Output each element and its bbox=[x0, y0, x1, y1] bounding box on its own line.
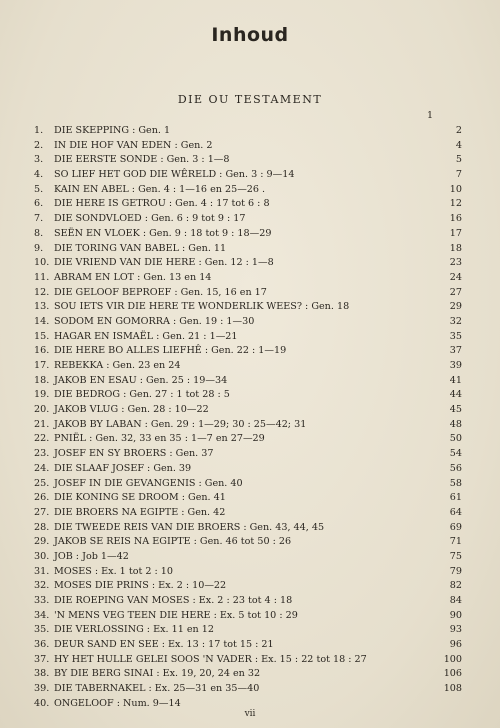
entry-number: 31. bbox=[34, 565, 50, 577]
entry-page-number: 93 bbox=[449, 624, 462, 636]
entry-title: DIE EERSTE SONDE : Gen. 3 : 1—8 bbox=[54, 154, 230, 166]
entry-title: JAKOB EN ESAU : Gen. 25 : 19—34 bbox=[54, 374, 228, 386]
entry-number: 5. bbox=[34, 183, 44, 195]
entry-title: DIE TWEEDE REIS VAN DIE BROERS : Gen. 43, 44, 45 bbox=[54, 521, 325, 533]
entry-title: DEUR SAND EN SEE : Ex. 13 : 17 tot 15 : 21 bbox=[54, 639, 274, 651]
entry-number: 34. bbox=[34, 609, 50, 621]
entry-page-number: 58 bbox=[449, 477, 462, 489]
entry-title: DIE ROEPING VAN MOSES : Ex. 2 : 23 tot 4 : 18 bbox=[54, 595, 293, 606]
entry-number: 30. bbox=[34, 550, 50, 562]
entry-number: 21. bbox=[34, 418, 50, 430]
entry-number: 17. bbox=[34, 360, 50, 371]
entry-title: HAGAR EN ISMAËL : Gen. 21 : 1—21 bbox=[54, 330, 238, 342]
entry-page-number: 71 bbox=[449, 536, 462, 548]
entry-page-number: 16 bbox=[449, 213, 462, 225]
entry-title: ABRAM EN LOT : Gen. 13 en 14 bbox=[54, 271, 212, 283]
toc-entry bbox=[34, 623, 462, 638]
entry-number: 18. bbox=[34, 374, 50, 386]
entry-number: 3. bbox=[34, 154, 44, 166]
entry-title: DIE TABERNAKEL : Ex. 25—31 en 35—40 bbox=[54, 683, 260, 695]
entry-title: JAKOB SE REIS NA EGIPTE : Gen. 46 tot 50 : 26 bbox=[54, 536, 292, 548]
entry-page-number: 48 bbox=[449, 418, 462, 430]
entry-title: PNIËL : Gen. 32, 33 en 35 : 1—7 en 27—29 bbox=[54, 433, 265, 445]
entry-page-number: 29 bbox=[449, 301, 462, 313]
entry-title: SEËN EN VLOEK : Gen. 9 : 18 tot 9 : 18—29 bbox=[54, 227, 272, 239]
entry-page-number: 54 bbox=[449, 448, 462, 460]
entry-page-number: 41 bbox=[449, 374, 462, 386]
entry-title: REBEKKA : Gen. 23 en 24 bbox=[54, 360, 181, 371]
entry-title: DIE SONDVLOED : Gen. 6 : 9 tot 9 : 17 bbox=[54, 213, 246, 225]
entry-number: 4. bbox=[34, 169, 44, 181]
entry-title: DIE TORING VAN BABEL : Gen. 11 bbox=[54, 242, 227, 254]
entry-title: JAKOB BY LABAN : Gen. 29 : 1—29; 30 : 25—42; 31 bbox=[54, 418, 307, 430]
entry-page-number: 50 bbox=[449, 433, 462, 445]
entry-number: 23. bbox=[34, 448, 50, 460]
entry-title: DIE BROERS NA EGIPTE : Gen. 42 bbox=[54, 506, 226, 518]
entry-page-number: 106 bbox=[443, 668, 462, 680]
entry-title: DIE KONING SE DROOM : Gen. 41 bbox=[54, 492, 226, 504]
entry-number: 27. bbox=[34, 506, 50, 518]
entry-number: 9. bbox=[34, 242, 44, 254]
entry-page-number: 90 bbox=[449, 609, 462, 621]
entry-title: JOSEF EN SY BROERS : Gen. 37 bbox=[54, 448, 214, 460]
entry-page-number: 69 bbox=[449, 521, 462, 533]
toc-entry bbox=[34, 535, 462, 550]
entry-page-number: 24 bbox=[449, 271, 462, 283]
entry-title: JOB : Job 1—42 bbox=[54, 550, 129, 562]
entry-title: KAIN EN ABEL : Gen. 4 : 1—16 en 25—26 . bbox=[54, 183, 266, 195]
entry-page-number: 56 bbox=[449, 462, 462, 474]
entry-number: 20. bbox=[34, 404, 50, 416]
entry-title: DIE SLAAF JOSEF : Gen. 39 bbox=[54, 462, 192, 474]
entry-page-number: 2 bbox=[455, 125, 462, 136]
entry-page-number: 35 bbox=[449, 330, 462, 342]
entry-title: DIE GELOOF BEPROEF : Gen. 15, 16 en 17 bbox=[54, 286, 267, 298]
toc-entry bbox=[34, 388, 462, 403]
page-title: Inhoud bbox=[211, 24, 289, 46]
toc-entry bbox=[34, 609, 462, 624]
toc-entry bbox=[34, 550, 462, 565]
toc-entry bbox=[34, 374, 462, 389]
entry-page-number: 75 bbox=[449, 550, 462, 562]
entry-number: 22. bbox=[34, 433, 50, 445]
toc-entry bbox=[34, 300, 462, 315]
toc-entry bbox=[34, 212, 462, 227]
entry-number: 16. bbox=[34, 345, 50, 357]
toc-entry bbox=[34, 682, 462, 697]
entry-page-number: 108 bbox=[443, 683, 462, 695]
entry-page-number: 100 bbox=[443, 653, 462, 665]
toc-entry bbox=[34, 153, 462, 168]
entry-page-number: 5 bbox=[455, 154, 462, 166]
entry-page-number: 64 bbox=[449, 506, 462, 518]
entry-number: 8. bbox=[34, 227, 44, 239]
entry-number: 33. bbox=[34, 595, 50, 606]
entry-page-number: 96 bbox=[449, 639, 462, 651]
toc-entry bbox=[34, 594, 462, 609]
entry-title: MOSES : Ex. 1 tot 2 : 10 bbox=[54, 565, 174, 577]
page-footer-number: vii bbox=[244, 709, 256, 719]
entry-number: 2. bbox=[34, 139, 44, 151]
entry-number: 32. bbox=[34, 580, 50, 592]
entry-title: ONGELOOF : Num. 9—14 bbox=[54, 697, 181, 709]
toc-entry bbox=[34, 521, 462, 536]
entry-page-number: 84 bbox=[449, 595, 462, 606]
entry-page-number: 61 bbox=[449, 492, 462, 504]
entry-title: SO LIEF HET GOD DIE WÊRELD : Gen. 3 : 9—14 bbox=[54, 169, 295, 181]
entry-number: 29. bbox=[34, 536, 50, 548]
entry-number: 19. bbox=[34, 389, 50, 401]
toc-entry bbox=[34, 432, 462, 447]
entry-number: 10. bbox=[34, 257, 50, 269]
toc-entry bbox=[34, 315, 462, 330]
entry-title: DIE VERLOSSING : Ex. 11 en 12 bbox=[54, 624, 214, 636]
entry-page-number: 10 bbox=[449, 183, 462, 195]
toc-entry bbox=[34, 242, 462, 257]
entry-page-number: 17 bbox=[449, 227, 462, 239]
toc-entry bbox=[34, 667, 462, 682]
entry-title: SOU IETS VIR DIE HERE TE WONDERLIK WEES? : Gen. 18 bbox=[54, 301, 350, 313]
entry-number: 36. bbox=[34, 639, 50, 651]
section-title: DIE OU TESTAMENT bbox=[177, 93, 323, 106]
entry-title: 'N MENS VEG TEEN DIE HERE : Ex. 5 tot 10 : 29 bbox=[54, 609, 298, 621]
entry-title: JAKOB VLUG : Gen. 28 : 10—22 bbox=[54, 404, 209, 416]
entry-number: 15. bbox=[34, 330, 50, 342]
toc-entry bbox=[34, 491, 462, 506]
toc-entry bbox=[34, 197, 462, 212]
entry-page-number: 12 bbox=[449, 198, 462, 210]
entry-title: MOSES DIE PRINS : Ex. 2 : 10—22 bbox=[54, 580, 227, 592]
entry-number: 24. bbox=[34, 462, 50, 474]
entry-number: 40. bbox=[34, 697, 50, 709]
toc-entry bbox=[34, 139, 462, 154]
toc-entry bbox=[34, 256, 462, 271]
entry-number: 38. bbox=[34, 668, 50, 680]
entry-number: 1. bbox=[34, 125, 44, 136]
entry-title: DIE HERE IS GETROU : Gen. 4 : 17 tot 6 : 8 bbox=[54, 198, 270, 210]
toc-entry bbox=[34, 124, 462, 139]
toc-entry bbox=[34, 447, 462, 462]
entry-number: 39. bbox=[34, 683, 50, 695]
entry-number: 37. bbox=[34, 653, 50, 665]
table-of-contents bbox=[34, 124, 462, 712]
entry-number: 7. bbox=[34, 213, 44, 225]
toc-entry bbox=[34, 330, 462, 345]
entry-page-number: 27 bbox=[449, 286, 462, 298]
entry-page-number: 7 bbox=[455, 169, 462, 181]
entry-number: 13. bbox=[34, 301, 50, 313]
entry-number: 26. bbox=[34, 492, 50, 504]
entry-page-number: 39 bbox=[449, 360, 462, 371]
toc-entry bbox=[34, 565, 462, 580]
entry-page-number: 79 bbox=[449, 565, 462, 577]
entry-number: 35. bbox=[34, 624, 50, 636]
entry-title: HY HET HULLE GELEI SOOS 'N VADER : Ex. 15 : 22 tot 18 : 27 bbox=[54, 653, 367, 665]
toc-entry bbox=[34, 168, 462, 183]
entry-page-number: 32 bbox=[449, 315, 462, 327]
entry-number: 6. bbox=[34, 198, 44, 210]
entry-number: 14. bbox=[34, 315, 50, 327]
toc-entry bbox=[34, 359, 462, 374]
toc-entry bbox=[34, 462, 462, 477]
entry-page-number: 44 bbox=[449, 389, 462, 401]
entry-title: DIE VRIEND VAN DIE HERE : Gen. 12 : 1—8 bbox=[54, 257, 274, 269]
toc-entry bbox=[34, 579, 462, 594]
section-page-number: 1 bbox=[426, 110, 433, 121]
entry-title: JOSEF IN DIE GEVANGENIS : Gen. 40 bbox=[54, 477, 243, 489]
toc-entry bbox=[34, 403, 462, 418]
toc-entry bbox=[34, 418, 462, 433]
entry-title: DIE HERE BO ALLES LIEFHÊ : Gen. 22 : 1—19 bbox=[54, 345, 287, 357]
toc-entry bbox=[34, 286, 462, 301]
entry-number: 25. bbox=[34, 477, 50, 489]
entry-title: DIE SKEPPING : Gen. 1 bbox=[54, 125, 171, 136]
toc-entry bbox=[34, 653, 462, 668]
entry-title: BY DIE BERG SINAI : Ex. 19, 20, 24 en 32 bbox=[54, 668, 261, 680]
entry-title: DIE BEDROG : Gen. 27 : 1 tot 28 : 5 bbox=[54, 389, 230, 401]
toc-entry bbox=[34, 271, 462, 286]
entry-number: 28. bbox=[34, 521, 50, 533]
entry-number: 11. bbox=[34, 271, 50, 283]
entry-page-number: 45 bbox=[449, 404, 462, 416]
entry-page-number: 4 bbox=[455, 139, 462, 151]
entry-page-number: 37 bbox=[449, 345, 462, 357]
toc-entry bbox=[34, 477, 462, 492]
entry-page-number: 82 bbox=[449, 580, 462, 592]
toc-entry bbox=[34, 227, 462, 242]
toc-entry bbox=[34, 344, 462, 359]
entry-page-number: 18 bbox=[449, 242, 462, 254]
toc-entry bbox=[34, 638, 462, 653]
entry-page-number: 23 bbox=[449, 257, 462, 269]
toc-entry bbox=[34, 183, 462, 198]
entry-number: 12. bbox=[34, 286, 50, 298]
entry-title: SODOM EN GOMORRA : Gen. 19 : 1—30 bbox=[54, 315, 255, 327]
toc-entry bbox=[34, 506, 462, 521]
entry-title: IN DIE HOF VAN EDEN : Gen. 2 bbox=[54, 139, 213, 151]
